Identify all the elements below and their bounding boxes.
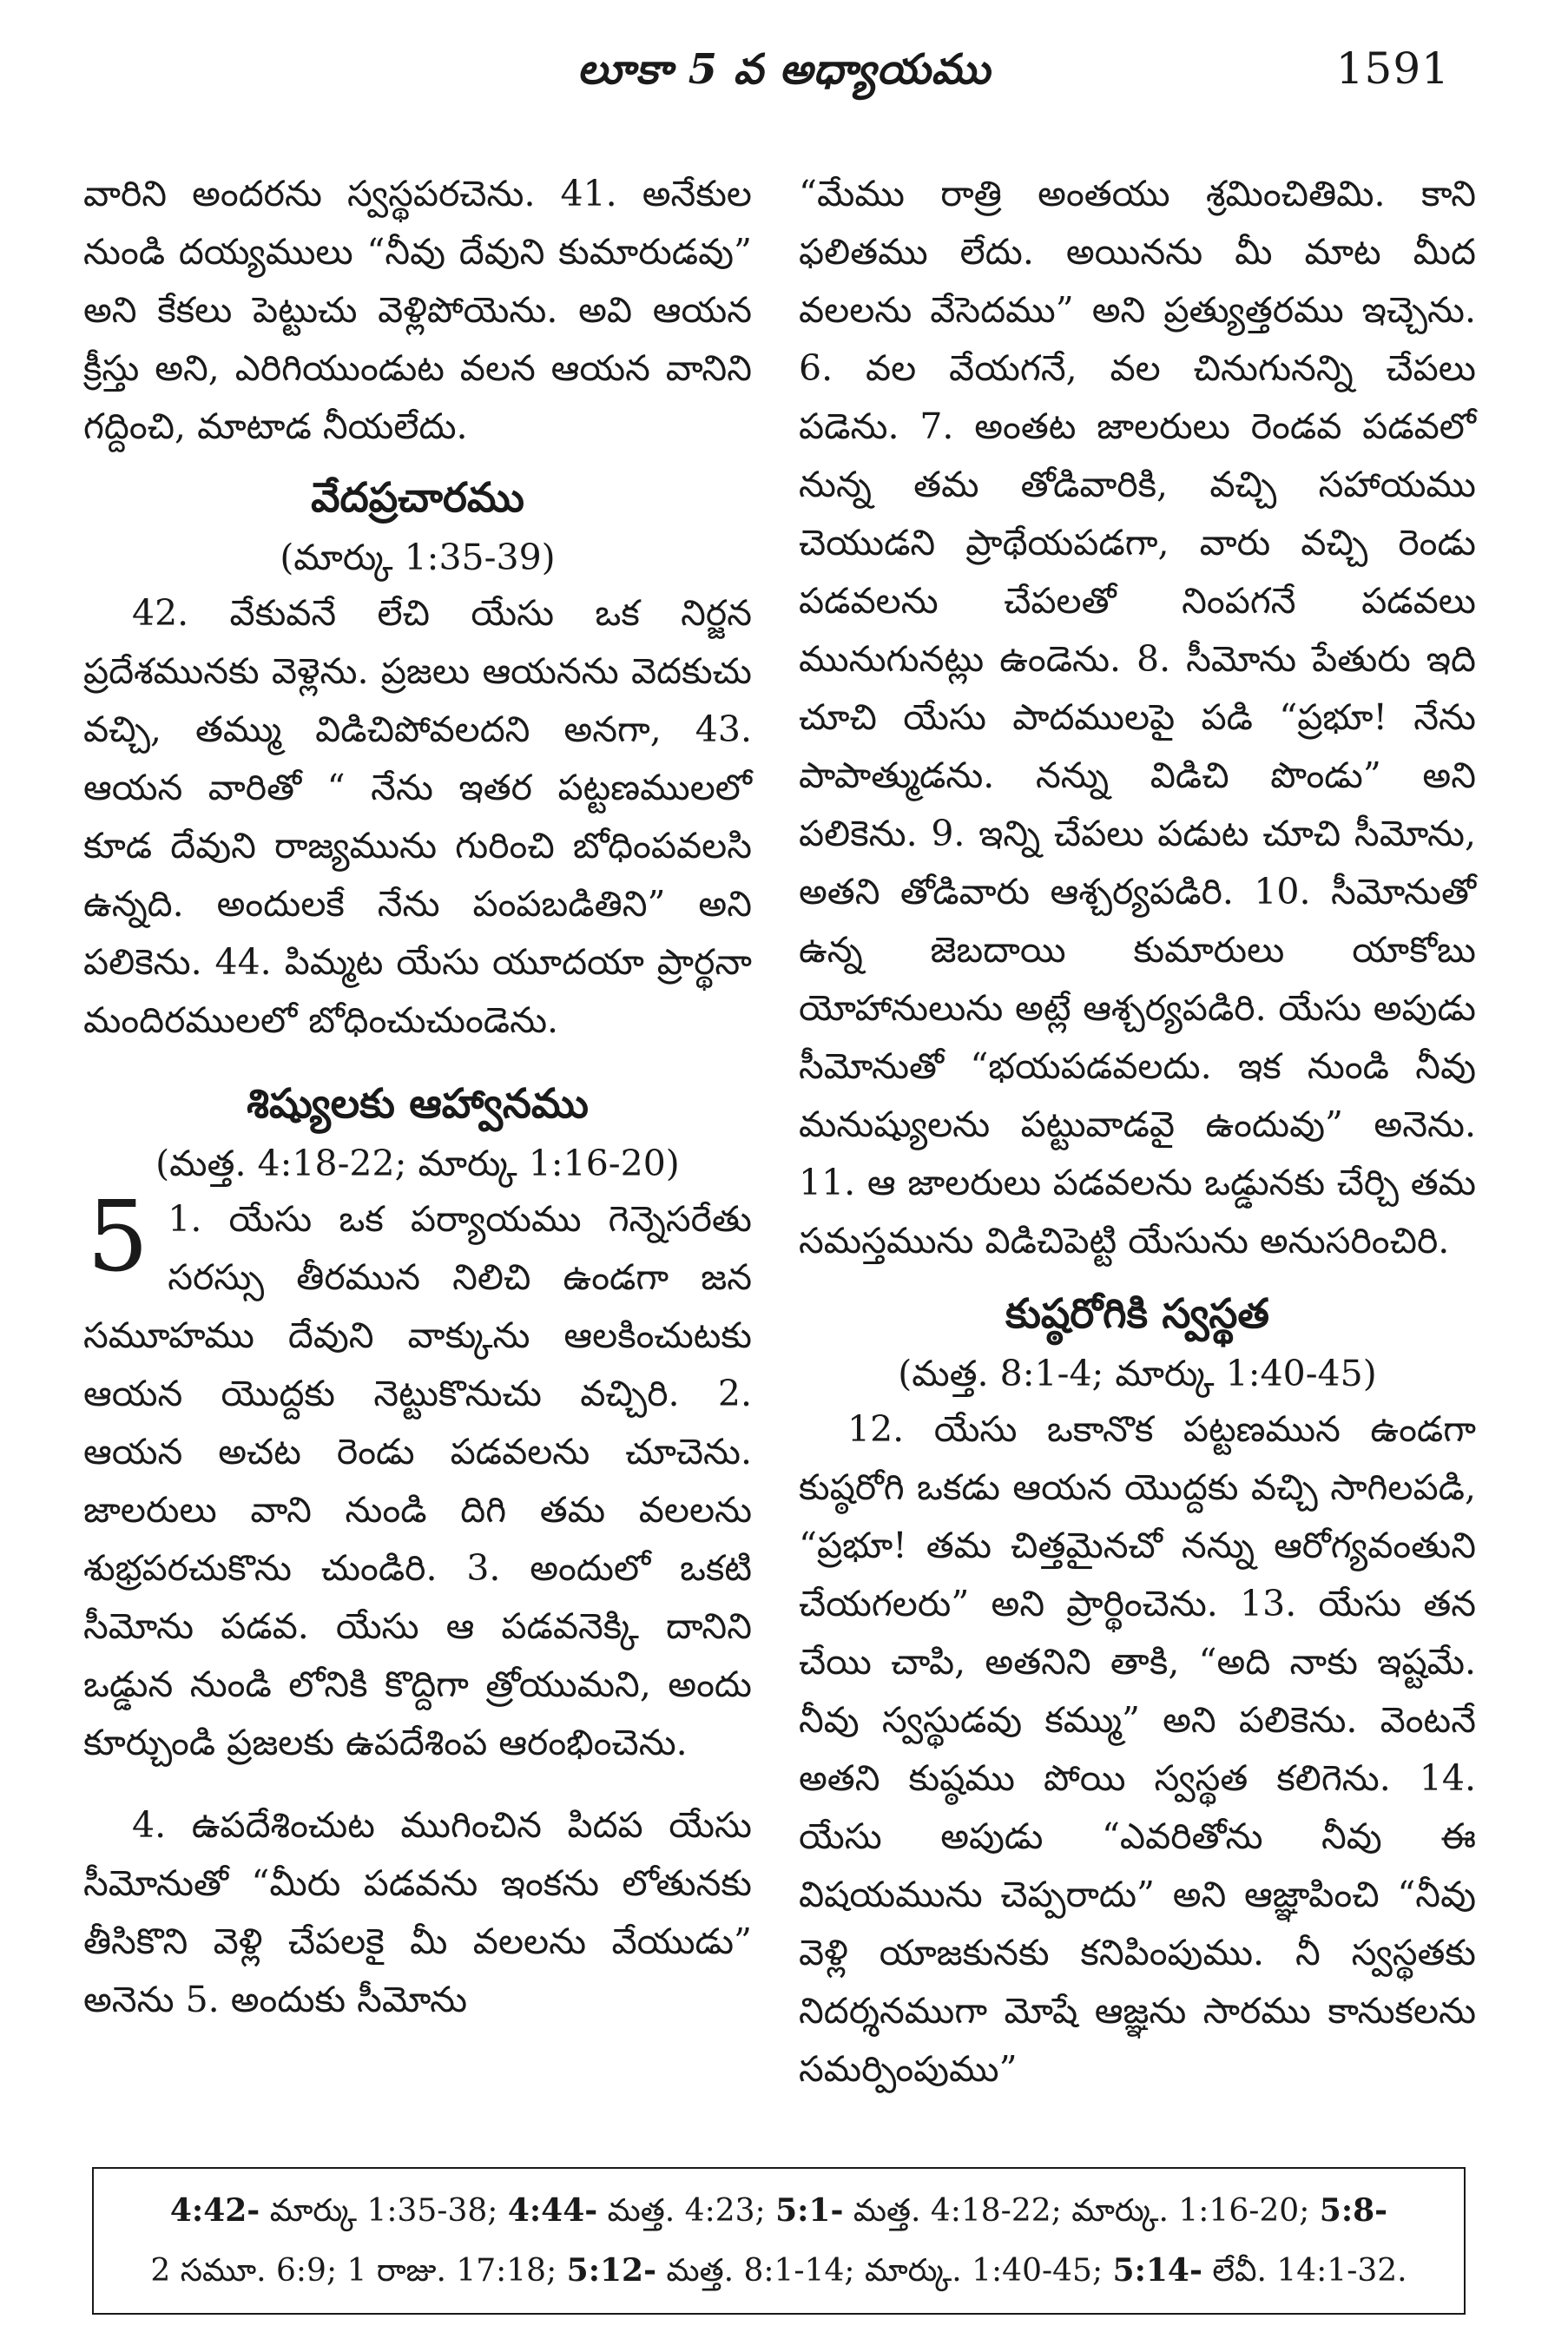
left-column [83, 165, 752, 2029]
section-reference: (మత్త. 4:18-22; మార్కు 1:16-20) [155, 1143, 680, 1184]
footnote-key: 5:12- [566, 2252, 657, 2289]
left-paragraph-3-text: 1. యేసు ఒక పర్యాయము గెన్నెసరేతు సరస్సు తీరమున నిలిచి ఉండగా జన సమూహము దేవుని వాక్కును ఆలకించుటకు ఆయన యొద్దకు నెట్టుకొనుచు వచ్చిరి. 2. ఆయన అచట రెండు పడవలను చూచెను. జాలరులు వాని నుండి దిగి తమ వలలను శుభ్రపరచుకొను చుండిరి. 3. అందులో ఒకటి సీమోను పడవ. యేసు ఆ పడవనెక్కి దానిని ఒడ్డున నుండి లోనికి కొద్దిగా త్రోయుమని, అందు కూర్చుండి ప్రజలకు ఉపదేశింప ఆరంభించెను. [83, 1198, 752, 1763]
footnote-key: 5:14- [1112, 2252, 1202, 2289]
footnote-text: మార్కు 1:35-38; [260, 2193, 508, 2229]
left-paragraph-4: 4. ఉపదేశించుట ముగించిన పిదప యేసు సీమోనుతో “మీరు పడవను ఇంకను లోతునకు తీసికొని వెళ్లి చేపలకై మీ వలలను వేయుడు” అనెను 5. అందుకు సీమోను [83, 1804, 752, 2020]
page-title: లూకా 5 వ అధ్యాయము [576, 45, 992, 94]
chapter-number: 5 [87, 1181, 149, 1294]
section-reference: (మార్కు 1:35-39) [280, 537, 556, 578]
page-number: 1591 [1335, 43, 1450, 94]
footnote-text: మత్త. 4:18-22; మార్కు. 1:16-20; [843, 2193, 1320, 2229]
footnote-key: 5:8- [1319, 2192, 1388, 2229]
chapter-opening-paragraph [83, 1181, 752, 1772]
section-heading-preaching: వేదప్రచారము [311, 474, 524, 522]
footnote-key: 4:42- [169, 2192, 260, 2229]
right-paragraph-2: 12. యేసు ఒకానొక పట్టణమున ఉండగా కుష్ఠరోగి ఒకడు ఆయన యొద్దకు వచ్చి సాగిలపడి, “ప్రభూ! తమ చిత్తమైనచో నన్ను ఆరోగ్యవంతుని చేయగలరు” అని ప్రార్థించెను. 13. యేసు తన చేయి చాపి, అతనిని తాకి, “అది నాకు ఇష్టమే. నీవు స్వస్థుడవు కమ్ము” అని పలికెను. వెంటనే అతని కుష్ఠము పోయి స్వస్థత కలిగెను. 14. యేసు అపుడు “ఎవరితోను నీవు ఈ విషయమును చెప్పరాదు” అని ఆజ్ఞాపించి “నీవు వెళ్లి యాజకునకు కనిపింపుము. నీ స్వస్థతకు నిదర్శనముగా మోషే ఆజ్ఞను సారము కానుకలను సమర్పింపుము” [799, 1408, 1476, 2090]
footnote-key: 5:1- [775, 2192, 844, 2229]
footnote-text: 2 సమూ. 6:9; 1 రాజు. 17:18; [150, 2253, 567, 2289]
section-heading-leper-healing: కుష్ఠరోగికి స్వస్థత [1005, 1290, 1269, 1338]
footnote-text: మత్త. 4:23; [597, 2193, 776, 2229]
footnote-text: లేవీ. 14:1-32. [1202, 2253, 1407, 2289]
section-heading-calling-disciples: శిష్యులకు ఆహ్వానము [247, 1080, 589, 1128]
footnote-line-1 [120, 2181, 1438, 2241]
footnote-text: మత్త. 8:1-14; మార్కు. 1:40-45; [656, 2253, 1113, 2289]
section-reference: (మత్త. 8:1-4; మార్కు 1:40-45) [898, 1353, 1377, 1394]
footnote-line-2 [120, 2241, 1438, 2301]
right-column [799, 165, 1476, 2098]
left-paragraph-2: 42. వేకువనే లేచి యేసు ఒక నిర్జన ప్రదేశమునకు వెళ్లెను. ప్రజలు ఆయనను వెదకుచు వచ్చి, తమ్ము విడిచిపోవలదని అనగా, 43. ఆయన వారితో “ నేను ఇతర పట్టణములలో కూడ దేవుని రాజ్యమును గురించి బోధింపవలసి ఉన్నది. అందులకే నేను పంపబడితిని” అని పలికెను. 44. పిమ్మట యేసు యూదయా ప్రార్థనా మందిరములలో బోధించుచుండెను. [83, 592, 752, 1041]
footnote-key: 4:44- [507, 2192, 598, 2229]
right-paragraph-1: “మేము రాత్రి అంతయు శ్రమించితిమి. కాని ఫలితము లేదు. అయినను మీ మాట మీద వలలను వేసెదము” అని ప్రత్యుత్తరము ఇచ్చెను. 6. వల వేయగనే, వల చినుగునన్ని చేపలు పడెను. 7. అంతట జాలరులు రెండవ పడవలో నున్న తమ తోడివారికి, వచ్చి సహాయము చెయుడని ప్రాథేయపడగా, వారు వచ్చి రెండు పడవలను చేపలతో నింపగనే పడవలు మునుగునట్లు ఉండెను. 8. సీమోను పేతురు ఇది చూచి యేసు పాదములపై పడి “ప్రభూ! నేను పాపాత్ముడను. నన్ను విడిచి పొండు” అని పలికెను. 9. ఇన్ని చేపలు పడుట చూచి సీమోను, అతని తోడివారు ఆశ్చర్యపడిరి. 10. సీమోనుతో ఉన్న జెబదాయి కుమారులు యాకోబు యోహానులును అట్లే ఆశ్చర్యపడిరి. యేసు అపుడు సీమోనుతో “భయపడవలదు. ఇక నుండి నీవు మనుష్యులను పట్టువాడవై ఉందువు” అనెను. 11. ఆ జాలరులు పడవలను ఒడ్డునకు చేర్చి తమ సమస్తమును విడిచిపెట్టి యేసును అనుసరించిరి. [799, 173, 1476, 1262]
cross-reference-footnotes [92, 2167, 1466, 2315]
left-paragraph-1: వారిని అందరను స్వస్థపరచెను. 41. అనేకుల నుండి దయ్యములు “నీవు దేవుని కుమారుడవు” అని కేకలు పెట్టుచు వెళ్లిపోయెను. అవి ఆయన క్రీస్తు అని, ఎరిగియుండుట వలన ఆయన వానిని గద్దించి, మాటాడ నీయలేదు. [83, 173, 752, 447]
